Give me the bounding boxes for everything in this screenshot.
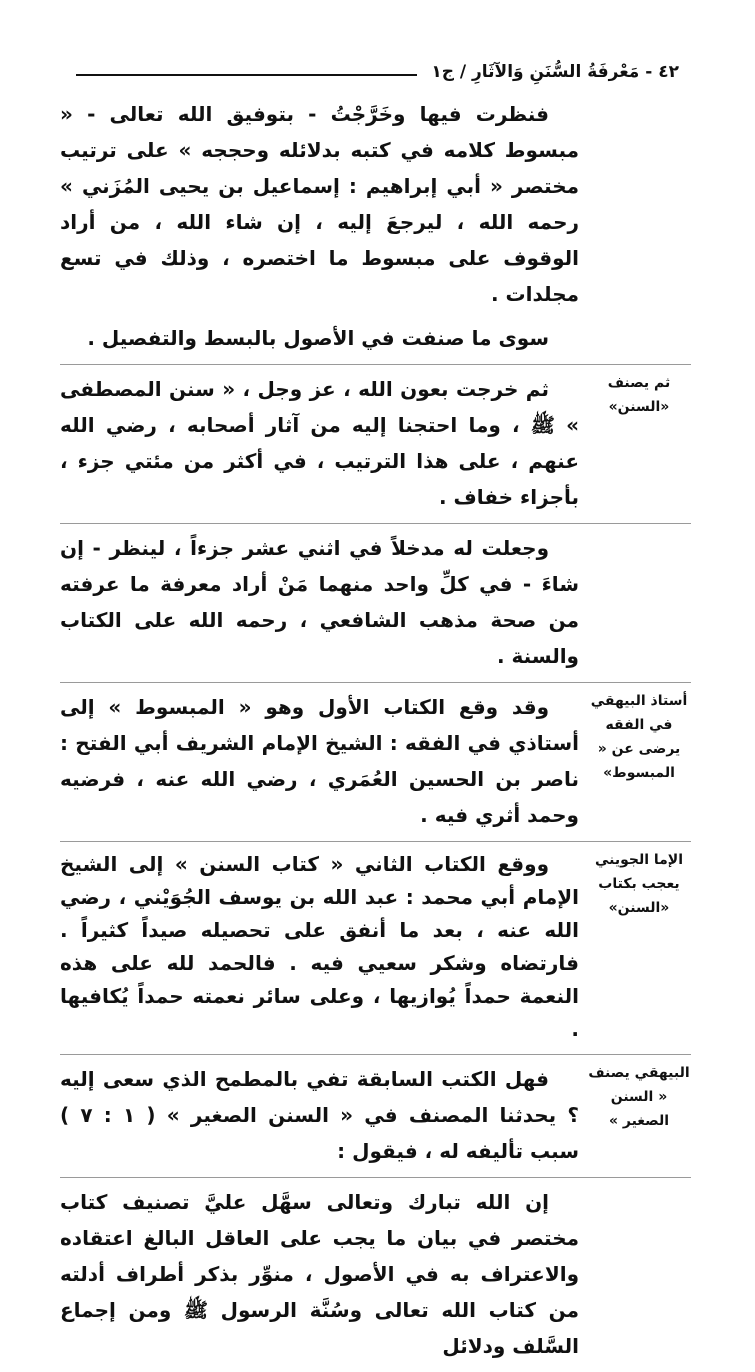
paragraph: فهل الكتب السابقة تفي بالمطمح الذي سعى إليه ؟ يحدثنا المصنف في « السنن الصغير » ( ١ : ٧ ) سبب تأليفه له ، فيقول : [60,1067,579,1163]
paragraph-block [60,1054,691,1169]
margin-note: الإما الجويني يعجب بكتاب «السنن» [594,852,684,916]
paragraph-block [60,523,691,674]
paragraph: فنظرت فيها وخَرَّجْتُ - بتوفيق الله تعالى - « مبسوط كلامه في كتبه بدلائله وحججه » على ترتيب مختصر « أبي إبراهيم : إسماعيل بن يحيى المُزَني » رحمه الله ، ليرجعَ إليه ، إن شاء الله ، من أراد الوقوف على مبسوط ما اختصره ، وذلك في تسع مجلدات . [60,102,579,306]
paragraph: ثم خرجت بعون الله ، عز وجل ، « سنن المصطفى » ﷺ ، وما احتجنا إليه من آثار أصحابه ، رضي الله عنهم ، على هذا الترتيب ، في أكثر من مئتي جزء ، بأجزاء خفاف . [60,377,579,509]
paragraph: سوى ما صنفت في الأصول بالبسط والتفصيل . [87,326,549,350]
running-head: ٤٢ - مَعْرفَةُ السُّنَنِ وَالآثَارِ / ج١ [431,62,679,82]
paragraph: ووقع الكتاب الثاني « كتاب السنن » إلى الشيخ الإمام أبي محمد : عبد الله بن يوسف الجُوَيْني ، رضي الله عنه ، بعد ما أنفق على تحصيله صيداً كثيراً . فارتضاه وشكر سعيي فيه . فالحمد لله على هذه النعمة حمداً يُوازيها ، وعلى سائر نعمته حمداً يُكافيها . [60,852,579,1041]
paragraph-block [60,682,691,833]
page-header [76,52,679,82]
margin-note: ثم يصنف «السنن» [607,375,671,415]
paragraph: وقد وقع الكتاب الأول وهو « المبسوط » إلى أستاذي في الفقه : الشيخ الإمام الشريف أبي الفتح : ناصر بن الحسين العُمَري ، رضي الله عنه ، فرضيه وحمد أثري فيه . [60,695,579,827]
margin-note: أستاذ البيهقي في الفقه يرضى عن « المبسوط» [590,693,688,781]
paragraph-block [60,841,691,1046]
header-rule [76,74,417,76]
paragraph: إن الله تبارك وتعالى سهَّل عليَّ تصنيف كتاب مختصر في بيان ما يجب على العاقل البالغ اعتقاده والاعتراف به في الأصول ، منوِّر بذكر أطراف أدلته من كتاب الله تعالى وسُنَّة الرسول ﷺ ومن إجماع السَّلف ودلائل [60,1190,579,1358]
paragraph-block [60,1177,691,1364]
paragraph-block [60,364,691,515]
paragraph-block [60,320,691,356]
paragraph: وجعلت له مدخلاً في اثني عشر جزءاً ، لينظر - إن شاءَ - في كلِّ واحد منهما مَنْ أراد معرفة ما عرفته من صحة مذهب الشافعي ، رحمه الله على الكتاب والسنة . [60,536,579,668]
margin-note: البيهقي يصنف « السنن الصغير » [588,1065,690,1129]
paragraph-block [60,96,691,312]
page-body [60,96,691,1372]
